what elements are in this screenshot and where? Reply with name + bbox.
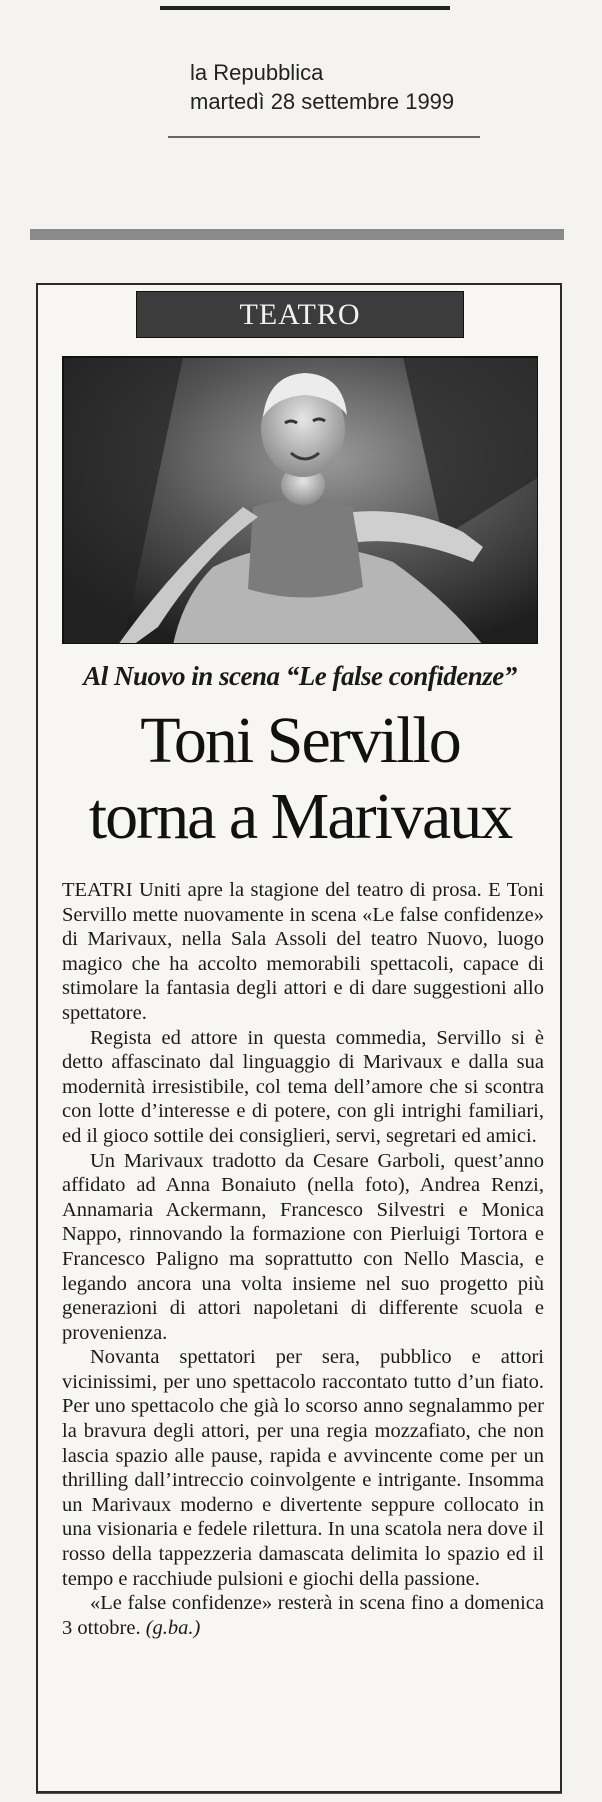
article-top-band [30,229,564,240]
bottom-rule [36,1793,562,1794]
paragraph-4: Novanta spettatori per sera, pubblico e attori vicinissimi, per uno spettacolo raccontato tutto d’un fiato. Per uno spettacolo che già lo scorso anno segnalammo per la bravura degli attori, per una regia mozzafiato, che non lascia spazio alle pause, rapida e avvincente come per un thrilling dall’intreccio coinvolgente e intrigante. Insomma un Marivaux moderno e divertente seppure collocato in una visionaria e fedele rilettura. In una scatola nera dove il rosso della tappezzeria damascata delimita lo spazio ed il tempo e racchiude pulsioni e giochi della passione. [62,1346,544,1590]
top-rule [160,6,450,10]
headline-line-1: Toni Servillo [140,704,460,777]
lead-word: TEATRI [62,879,133,901]
article-kicker: Al Nuovo in scena “Le false confidenze” [83,661,517,691]
section-label: TEATRO [136,291,464,338]
header-rule [168,136,480,138]
paragraph-2: Regista ed attore in questa commedia, Servillo si è detto affascinato dal linguaggio di Marivaux e dalla sua modernità irresistibile, col tema dell’amore che si scontra con lotte d’interesse e di potere, con gli intrighi familiari, ed il gioco sottile dei consiglieri, servi, segretari ed amici. [62,1026,544,1147]
author-signature: (g.ba.) [145,1616,201,1639]
headline-line-2: torna a Marivaux [88,780,512,853]
article-body [62,878,544,1640]
paragraph-5-text: «Le false confidenze» resterà in scena fino a domenica 3 ottobre. [62,1592,544,1639]
clipping-header [190,58,454,116]
newspaper-name: la Repubblica [190,60,324,85]
publication-date: martedì 28 settembre 1999 [190,89,455,114]
photo-illustration [63,357,538,644]
paragraph-5 [62,1591,544,1640]
actress-portrait-photo [62,356,538,644]
paragraph-1 [62,878,544,1026]
paragraph-3: Un Marivaux tradotto da Cesare Garboli, quest’anno affidato ad Anna Bonaiuto (nella foto), Andrea Renzi, Annamaria Ackermann, Francesco Silvestri e Monica Nappo, rinnovando la formazione con Pierluigi Tortora e Francesco Paligno ma soprattutto con Nello Mascia, e legando ancora una volta insieme nel suo progetto più generazioni di attori napoletani di differente scuola e provenienza. [62,1149,544,1344]
paragraph-1-text: Uniti apre la stagione del teatro di prosa. E Toni Servillo mette nuovamente in scena «Le false confidenze» di Marivaux, nella Sala Assoli del teatro Nuovo, luogo magico che ha accolto memorabili spettacoli, capace di stimolare la fantasia degli attori e di dare suggestioni allo spettatore. [62,879,544,1024]
article-headline [50,703,550,855]
